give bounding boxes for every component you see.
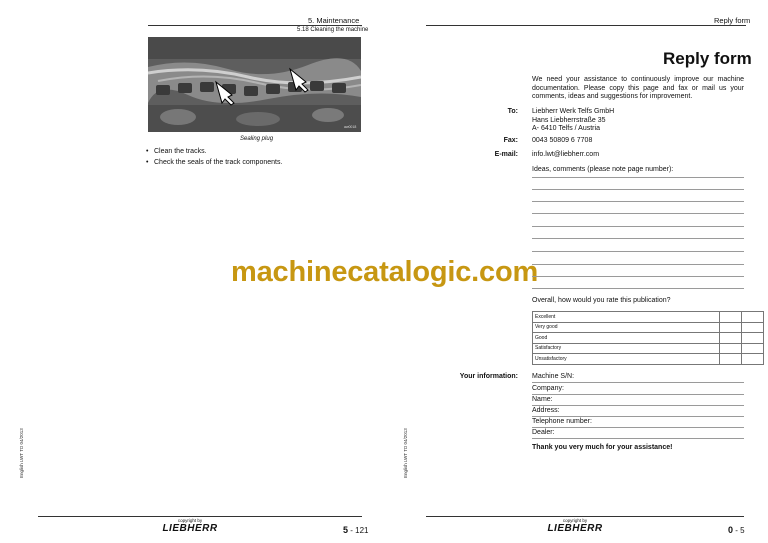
track-image: [148, 37, 361, 132]
liebherr-logo: LIEBHERR: [162, 523, 218, 534]
comment-line[interactable]: [532, 288, 744, 289]
email-value: info.lwt@liebherr.com: [532, 151, 600, 158]
fax-value: 0043 50809 6 7708: [532, 137, 593, 144]
bullet-list: [146, 146, 282, 168]
page-number-value: - 5: [735, 526, 745, 535]
ideas-prompt: Ideas, comments (please note page number):: [532, 166, 674, 173]
address-line: Hans Liebherrstraße 35: [532, 116, 606, 124]
comment-line[interactable]: [532, 238, 744, 239]
footer-logo-block: [535, 518, 615, 534]
comment-line[interactable]: [532, 251, 744, 252]
thanks-text: Thank you very much for your assistance!: [532, 444, 673, 451]
rating-checkbox[interactable]: [720, 312, 742, 323]
bullet-item: • Clean the tracks.: [146, 146, 282, 157]
rating-checkbox[interactable]: [742, 354, 764, 365]
rating-prompt: Overall, how would you rate this publication?: [532, 297, 671, 304]
to-label: To:: [507, 108, 518, 115]
page-number-value: - 121: [350, 526, 369, 535]
comment-line[interactable]: [532, 226, 744, 227]
track-photo: [148, 37, 361, 132]
bullet-item: • Check the seals of the track components.: [146, 157, 282, 168]
page-title: Reply form: [663, 49, 752, 68]
comment-line[interactable]: [532, 189, 744, 190]
info-field-name[interactable]: Name:: [532, 394, 744, 406]
rating-checkbox[interactable]: [720, 343, 742, 354]
your-info-label: Your information:: [459, 373, 518, 380]
comment-line[interactable]: [532, 264, 744, 265]
figure-caption: Sealing plug: [240, 136, 274, 142]
rating-checkbox[interactable]: [720, 354, 742, 365]
info-field-dealer[interactable]: Dealer:: [532, 427, 744, 439]
email-label: E-mail:: [494, 151, 518, 158]
intro-text: We need your assistance to continuously improve our machine documentation. Please copy this page and fax or mail us your comments, ideas and suggestions for improvement.: [532, 76, 744, 100]
footer-logo-block: [150, 518, 230, 534]
footer-rule: [426, 516, 744, 517]
copyright-text: copyright by: [177, 518, 203, 523]
rating-checkbox[interactable]: [742, 322, 764, 333]
to-address: [532, 108, 614, 134]
footer-rule: [38, 516, 362, 517]
watermark: machinecatalogic.com: [231, 256, 539, 288]
rating-table: [532, 311, 764, 365]
header-title: Reply form: [714, 16, 751, 25]
side-code: English LWT TD 04/2013: [19, 428, 24, 478]
page-number: [343, 525, 368, 535]
liebherr-logo: LIEBHERR: [547, 523, 603, 534]
side-code: English LWT TD 04/2013: [403, 428, 408, 478]
rating-checkbox[interactable]: [720, 322, 742, 333]
rating-row: [533, 312, 764, 323]
comment-line[interactable]: [532, 276, 744, 277]
header-chapter: 5. Maintenance: [308, 16, 360, 25]
info-field-address[interactable]: Address:: [532, 405, 744, 417]
address-line: A- 6410 Telfs / Austria: [532, 125, 600, 132]
fax-label: Fax:: [503, 137, 518, 144]
rating-checkbox[interactable]: [742, 312, 764, 323]
info-field-machine-sn[interactable]: Machine S/N:: [532, 371, 744, 383]
comment-line[interactable]: [532, 213, 744, 214]
rating-option: Satisfactory: [533, 343, 720, 354]
header-rule: [426, 25, 746, 26]
rating-option: Very good: [533, 322, 720, 333]
rating-checkbox[interactable]: [742, 343, 764, 354]
page-number: [728, 525, 745, 535]
comment-line[interactable]: [532, 201, 744, 202]
rating-option: Unsatisfactory: [533, 354, 720, 365]
rating-option: Good: [533, 333, 720, 344]
page-chapter: 0: [728, 525, 734, 535]
rating-checkbox[interactable]: [742, 333, 764, 344]
rating-checkbox[interactable]: [720, 333, 742, 344]
rating-row: [533, 343, 764, 354]
rating-option: Excellent: [533, 312, 720, 323]
rating-row: [533, 354, 764, 365]
page-chapter: 5: [343, 525, 349, 535]
comment-line[interactable]: [532, 177, 744, 178]
info-field-company[interactable]: Company:: [532, 383, 744, 395]
address-line: Liebherr Werk Telfs GmbH: [532, 108, 615, 115]
rating-row: [533, 333, 764, 344]
info-field-telephone[interactable]: Telephone number:: [532, 416, 744, 428]
header-rule: [148, 25, 362, 26]
rating-row: [533, 322, 764, 333]
svg-text:aw0018: aw0018: [344, 125, 357, 129]
header-section: 5.18 Cleaning the machine: [297, 27, 369, 33]
copyright-text: copyright by: [562, 518, 588, 523]
